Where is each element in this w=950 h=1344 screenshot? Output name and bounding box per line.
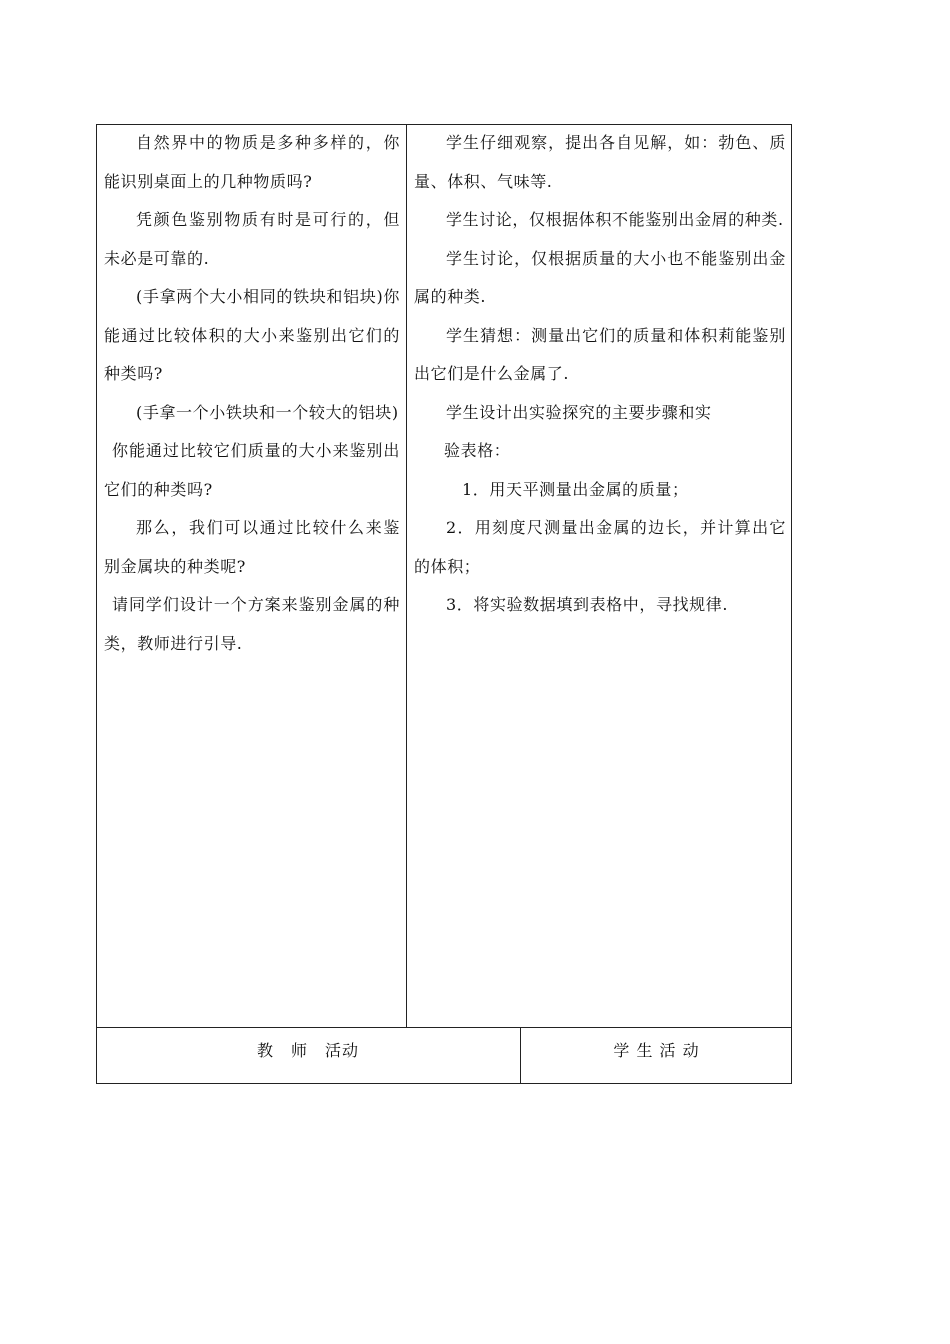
student-paragraph: 验表格： (444, 441, 511, 460)
student-paragraph: 学生仔细观察，提出各自见解，如：勃色、质量、体积、气味等. (414, 133, 786, 191)
student-step: 2．用刻度尺测量出金属的边长，并计算出它的体积； (414, 518, 786, 576)
student-paragraph: 学生讨论，仅根据体积不能鉴别出金屑的种类. (446, 210, 784, 229)
teacher-paragraph: 请同学们设计一个方案来鉴别金属的种类，教师进行引导. (104, 595, 400, 653)
teacher-paragraph: (手拿一个小铁块和一个较大的铝块) (136, 402, 399, 422)
teacher-paragraph: 自然界中的物质是多种多样的，你能识别桌面上的几种物质吗? (104, 133, 400, 191)
student-step: 3．将实验数据填到表格中，寻找规律. (446, 595, 729, 614)
teacher-paragraph: (手拿两个大小相同的铁块和铝块)你能通过比较体积的大小来鉴别出它们的种类吗? (104, 287, 400, 383)
student-step: 1．用天平测量出金属的质量； (462, 479, 689, 499)
student-activity-heading: 学 生 活 动 (613, 1041, 700, 1060)
teacher-activity-column (104, 124, 400, 663)
teacher-paragraph: 你能通过比较它们质量的大小来鉴别出它们的种类吗? (104, 441, 400, 499)
student-activity-column (414, 124, 786, 625)
column-divider (406, 124, 407, 1028)
teacher-paragraph: 凭颜色鉴别物质有时是可行的，但未必是可靠的. (104, 210, 400, 268)
student-paragraph: 学生猜想：测量出它们的质量和体积莉能鉴别出它们是什么金属了. (414, 325, 786, 383)
teacher-activity-heading: 教 师 活动 (256, 1041, 359, 1060)
student-paragraph: 学生设计出实验探究的主要步骤和实 (446, 402, 712, 422)
student-paragraph: 学生讨论，仅根据质量的大小也不能鉴别出金属的种类. (414, 248, 786, 306)
teacher-paragraph: 那么，我们可以通过比较什么来鉴别金属块的种类呢? (104, 518, 400, 576)
